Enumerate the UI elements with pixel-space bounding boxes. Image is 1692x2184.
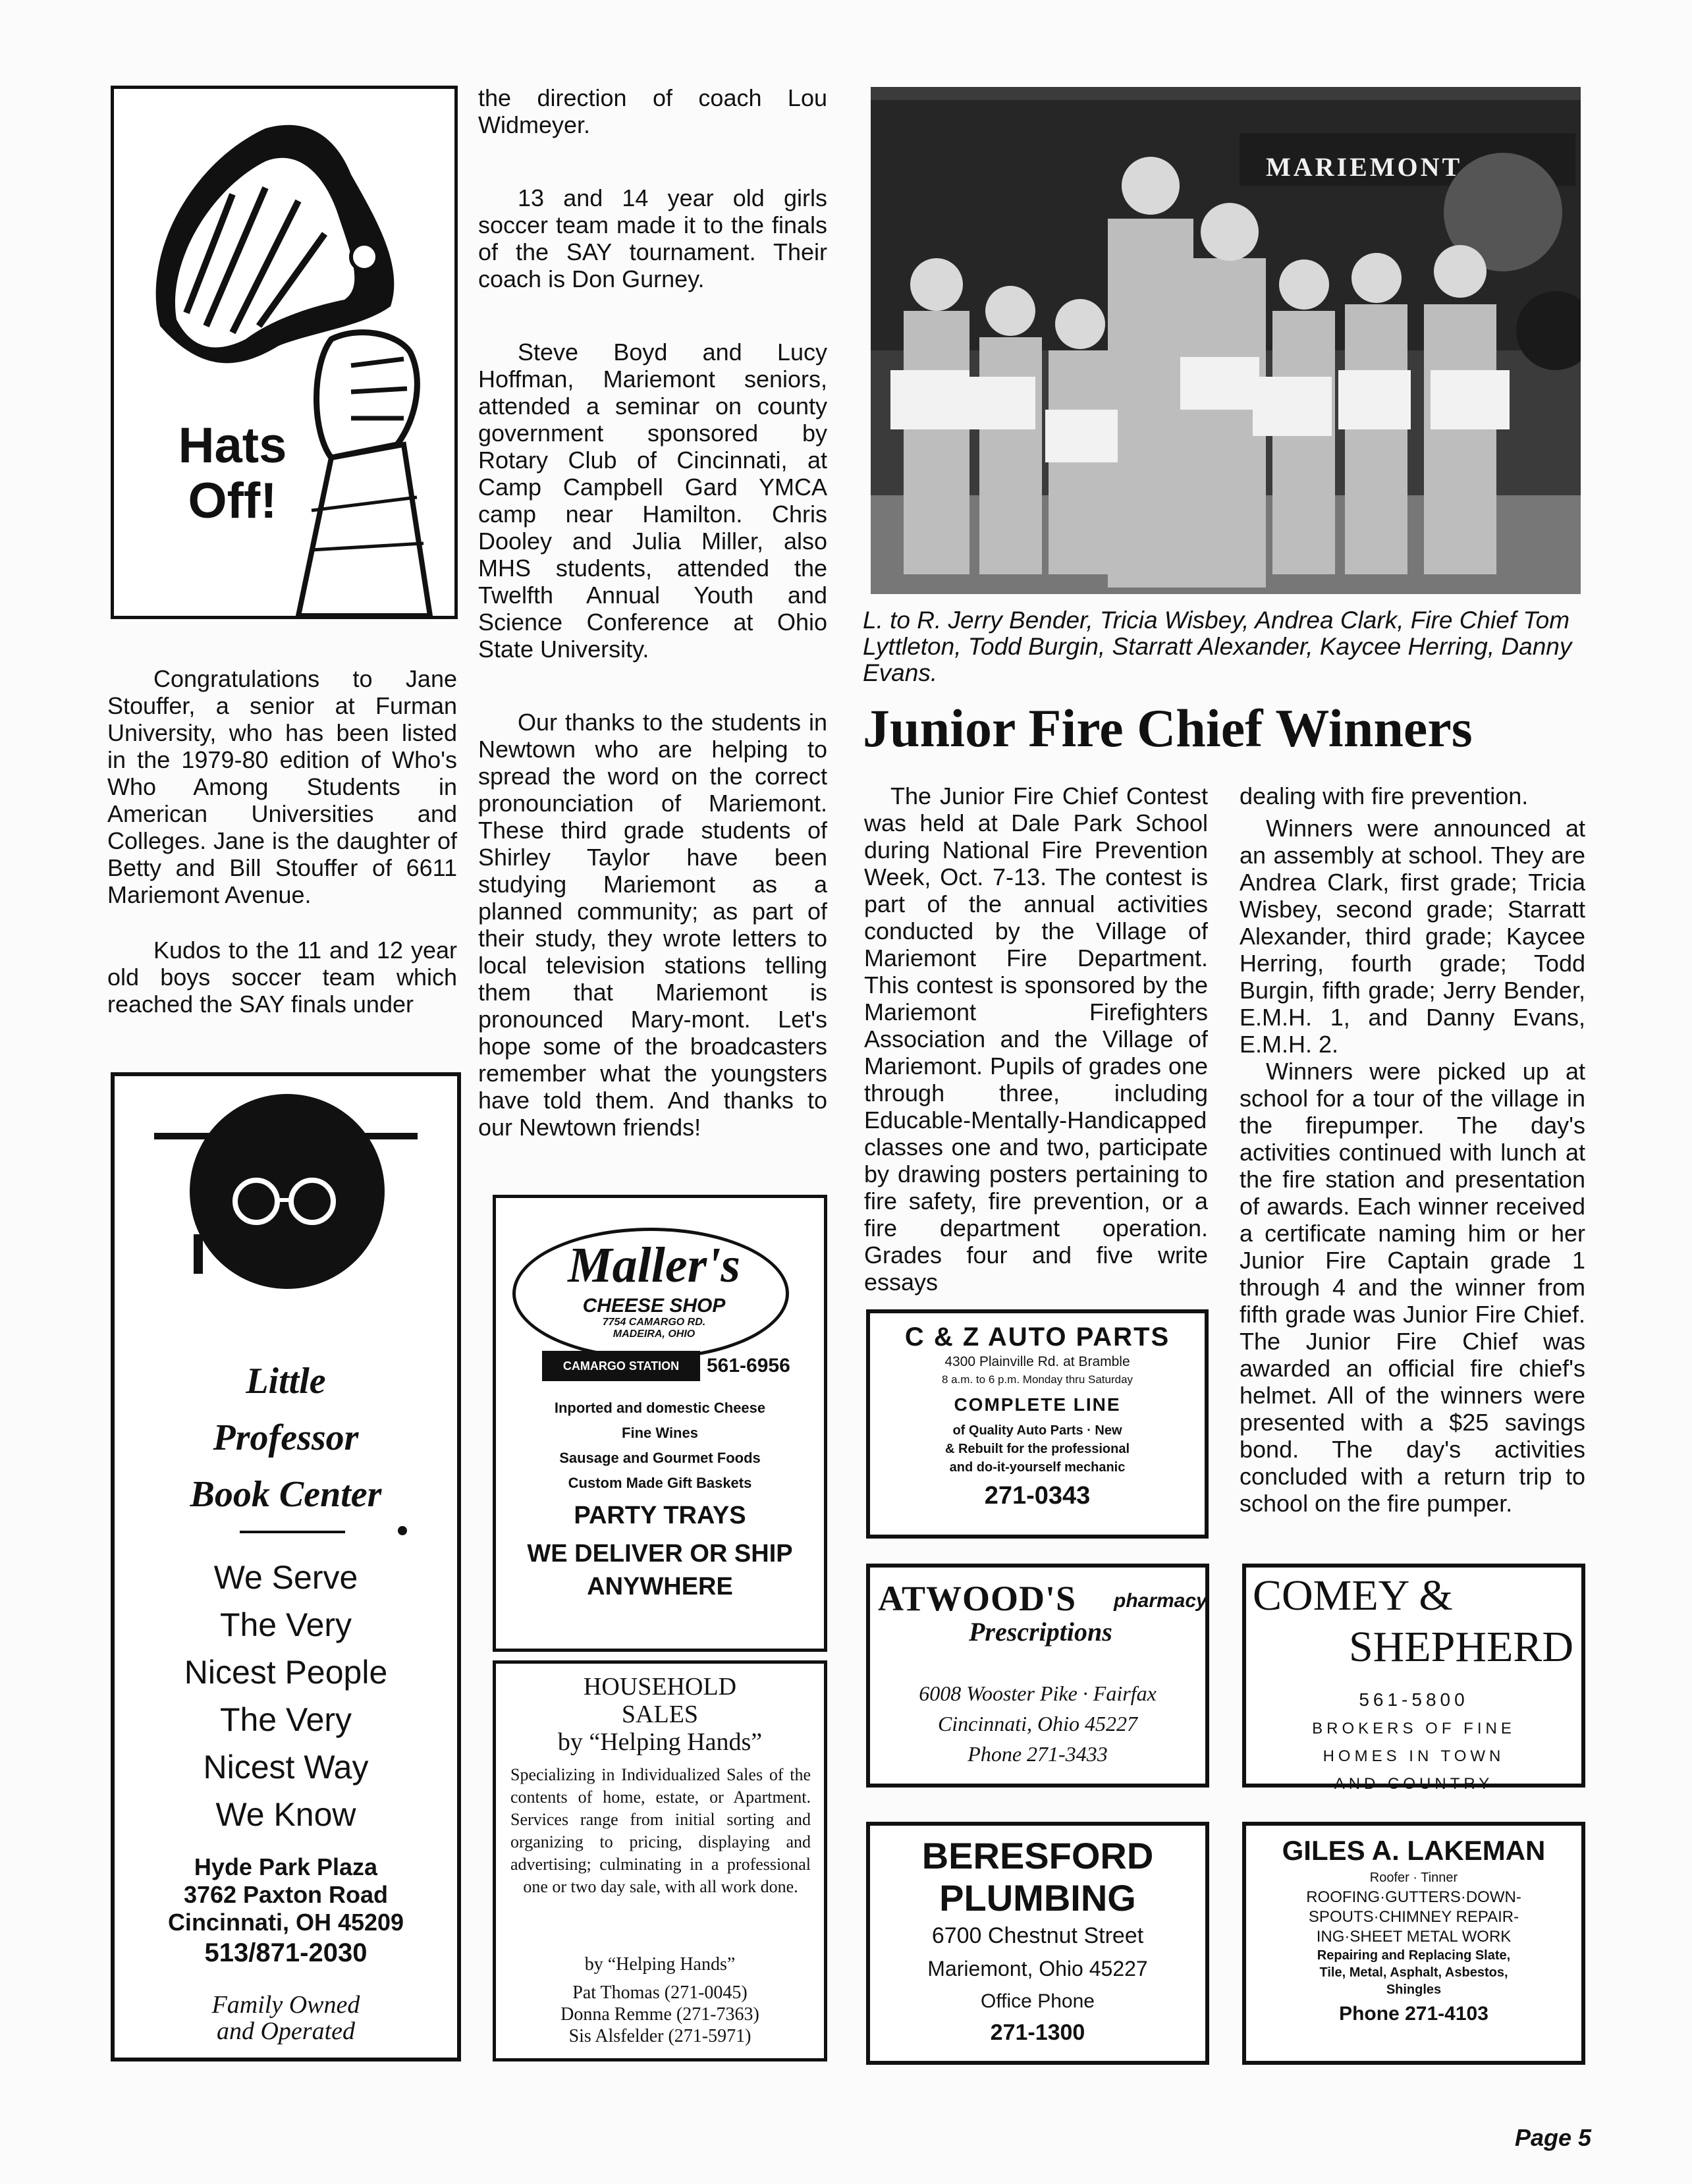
professor-name-line2: Professor: [213, 1417, 359, 1458]
mallers-line-3: Sausage and Gourmet Foods: [559, 1450, 761, 1466]
beresford-plumbing-ad: [866, 1822, 1209, 2065]
professor-address-1: Hyde Park Plaza: [194, 1853, 378, 1880]
hats-off-line2: Off!: [188, 473, 277, 529]
hats-off-line1: Hats: [178, 418, 287, 474]
widmeyer-paragraph: the direction of coach Lou Widmeyer.: [478, 84, 827, 138]
article-paragraph-1: The Junior Fire Chief Contest was held at Dale Park School during National Fire Prevention Week, Oct. 7-13. The contest is part of the annual activities conducted by the Village of Mariemont Fire Department. This contest is sponsored by the Mariemont Firefighters Association and the Village of Mariemont. Pupils of grades one through three, including Educable-Mentally-Handicapped classes one and two, participate by drawing posters pertaining to fire safety, fire prevention, or a fire department operation. Grades four and five write essays: [864, 782, 1208, 1296]
household-title-1: HOUSEHOLD: [583, 1673, 737, 1701]
professor-slogan-5: Nicest Way: [203, 1749, 369, 1786]
kudos-paragraph: Kudos to the 11 and 12 year old boys soccer team which reached the SAY finals under: [107, 937, 457, 1018]
atwoods-prescriptions: Prescriptions: [969, 1617, 1112, 1647]
column-2-text: [478, 84, 827, 1141]
comey-name-2: SHEPHERD: [1348, 1623, 1573, 1671]
lakeman-line-1: ROOFING·GUTTERS·DOWN-: [1306, 1888, 1521, 1906]
mallers-cheese-ad: [493, 1195, 827, 1652]
comey-line-2: HOMES IN TOWN: [1323, 1747, 1505, 1765]
cz-address: 4300 Plainville Rd. at Bramble: [944, 1354, 1130, 1369]
household-title-3: by “Helping Hands”: [557, 1728, 763, 1756]
lakeman-name: GILES A. LAKEMAN: [1282, 1835, 1546, 1866]
professor-divider: [240, 1531, 345, 1533]
household-by: by “Helping Hands”: [584, 1954, 736, 1975]
girls-soccer-paragraph: 13 and 14 year old girls soccer team made it to the finals of the SAY tournament. Their coach is Don Gurney.: [478, 184, 827, 292]
household-contact-2: Donna Remme (271-7363): [560, 2004, 759, 2025]
page-number: Page 5: [1515, 2124, 1592, 2151]
beresford-address-1: 6700 Chestnut Street: [931, 1923, 1144, 1948]
mallers-anywhere: ANYWHERE: [587, 1573, 733, 1600]
mallers-line-1: Inported and domestic Cheese: [554, 1400, 766, 1416]
cz-desc-1: of Quality Auto Parts · New: [952, 1423, 1122, 1438]
mallers-party-trays: PARTY TRAYS: [574, 1502, 746, 1529]
lakeman-line-6: Shingles: [1386, 1982, 1442, 1997]
professor-name-line1: Little: [246, 1361, 326, 1402]
professor-slogan-2: The Very: [219, 1606, 352, 1643]
article-paragraph-4: Winners were picked up at school for a tour of the village in the firepumper. The day's activities continued with lunch at the fire station and presentation of awards. Each winner received a certificate naming him or her Junior Fire Captain grade 1 through 4 and the winner from fifth grade was Junior Fire Chief. The Junior Fire Chief was awarded an official fire chief's helmet. All of the winners were presented with a $25 savings bond. The day's activities concluded with a return trip to school on the fire pumper.: [1240, 1058, 1585, 1517]
cz-name: C & Z AUTO PARTS: [904, 1323, 1170, 1351]
household-contact-3: Sis Alsfelder (271-5971): [568, 2026, 751, 2046]
household-title-2: SALES: [621, 1701, 699, 1728]
mallers-subtitle: CHEESE SHOP: [582, 1295, 726, 1317]
professor-footer-1: Family Owned: [211, 1991, 360, 2019]
professor-address-2: 3762 Paxton Road: [183, 1881, 389, 1908]
mallers-deliver: WE DELIVER OR SHIP: [527, 1540, 793, 1568]
atwoods-pharmacy-label: pharmacy: [1114, 1590, 1207, 1612]
fire-truck-photo: [871, 87, 1581, 594]
comey-line-1: BROKERS OF FINE: [1312, 1720, 1515, 1737]
article-paragraph-2: dealing with fire prevention.: [1240, 782, 1529, 809]
lakeman-line-4: Repairing and Replacing Slate,: [1317, 1948, 1511, 1963]
household-body: Specializing in Individualized Sales of the contents of home, estate, or Apartment. Services range from initial sorting and organizing to pricing, displaying and advertising; culminating in a professional one or two day sale, with all work done.: [510, 1765, 811, 1896]
cz-hours: 8 a.m. to 6 p.m. Monday thru Saturday: [941, 1373, 1133, 1386]
little-professor-ad: [111, 1072, 461, 2061]
beresford-address-2: Mariemont, Ohio 45227: [927, 1957, 1148, 1980]
cz-phone: 271-0343: [984, 1482, 1091, 1510]
beresford-phone: 271-1300: [990, 2020, 1085, 2045]
article-column-b: [1240, 782, 1585, 1517]
newtown-paragraph: Our thanks to the students in Newtown who are helping to spread the word on the correct pronounciation of Mariemont. These third grade students of Shirley Taylor have been studying Mariemont as a planned community; as part of their study, they wrote letters to local television stations telling them that Mariemont is pronounced Mary-mont. Let's hope some of the broadcasters remember what the youngsters have told them. And thanks to our Newtown friends!: [478, 709, 827, 1141]
professor-phone: 513/871-2030: [204, 1938, 368, 1967]
professor-footer-2: and Operated: [216, 2017, 356, 2045]
professor-name-line3: Book Center: [190, 1474, 382, 1515]
household-contact-1: Pat Thomas (271-0045): [572, 1982, 748, 2003]
hats-off-box: [111, 86, 458, 619]
professor-slogan-1: We Serve: [213, 1559, 358, 1596]
professor-address-3: Cincinnati, OH 45209: [167, 1909, 404, 1936]
lakeman-line-3: ING·SHEET METAL WORK: [1316, 1928, 1512, 1946]
atwoods-pharmacy-ad: [866, 1564, 1209, 1788]
article-paragraph-3: Winners were announced at an assembly at school. They are Andrea Clark, first grade; Tricia Wisbey, second grade; Starratt Alexander, third grade; Kaycee Herring, fourth grade; Todd Burgin, fifth grade; Jerry Bender, E.M.H. 1, and Danny Evans, E.M.H. 2.: [1240, 815, 1585, 1058]
article-column-a: [864, 782, 1208, 1296]
mallers-address-2: MADEIRA, OHIO: [613, 1328, 696, 1340]
household-sales-ad: [493, 1660, 827, 2061]
atwoods-address-1: 6008 Wooster Pike · Fairfax: [919, 1681, 1157, 1705]
mallers-line-2: Fine Wines: [622, 1425, 698, 1441]
column-1-text: [107, 665, 457, 1018]
truck-lettering: MARIEMONT: [1266, 152, 1463, 182]
article-headline: Junior Fire Chief Winners: [863, 698, 1473, 758]
lakeman-phone: Phone 271-4103: [1339, 2003, 1488, 2025]
lakeman-line-2: SPOUTS·CHIMNEY REPAIR-: [1308, 1908, 1519, 1926]
giles-lakeman-ad: [1242, 1822, 1585, 2065]
comey-line-3: AND COUNTRY: [1334, 1775, 1494, 1793]
mallers-phone: 561-6956: [707, 1355, 790, 1377]
beresford-office-label: Office Phone: [981, 1990, 1095, 2012]
lakeman-subtitle: Roofer · Tinner: [1369, 1870, 1458, 1885]
comey-shepherd-ad: [1242, 1564, 1585, 1793]
dot-icon: [398, 1526, 407, 1535]
megaphone-hand-illustration: [114, 89, 454, 616]
cz-complete-line: COMPLETE LINE: [954, 1394, 1121, 1415]
beresford-name-2: PLUMBING: [939, 1877, 1136, 1919]
atwoods-address-2: Cincinnati, Ohio 45227: [937, 1712, 1138, 1735]
photo-caption: L. to R. Jerry Bender, Tricia Wisbey, Andrea Clark, Fire Chief Tom Lyttleton, Todd Burgin, Starratt Alexander, Kaycee Herring, Danny Evans.: [863, 607, 1572, 686]
professor-slogan-3: Nicest People: [184, 1654, 388, 1691]
hats-off-title: [157, 418, 308, 529]
professor-slogan-4: The Very: [219, 1701, 352, 1738]
cz-desc-2: & Rebuilt for the professional: [944, 1442, 1130, 1456]
congratulations-paragraph: Congratulations to Jane Stouffer, a senior at Furman University, who has been listed in the 1979-80 edition of Who's Who Among Students in American Universities and Colleges. Jane is the daughter of Betty and Bill Stouffer of 6611 Mariemont Avenue.: [107, 665, 457, 908]
cz-desc-3: and do-it-yourself mechanic: [949, 1460, 1126, 1475]
comey-phone: 561-5800: [1359, 1689, 1469, 1710]
professor-slogan-6: We Know: [215, 1796, 356, 1833]
mallers-line-4: Custom Made Gift Baskets: [568, 1475, 752, 1491]
mallers-station-badge: CAMARGO STATION: [542, 1351, 700, 1381]
seminar-paragraph: Steve Boyd and Lucy Hoffman, Mariemont seniors, attended a seminar on county government sponsored by Rotary Club of Cincinnati, at Camp Campbell Gard YMCA camp near Hamilton. Chris Dooley and Julia Miller, also MHS students, attended the Twelfth Annual Youth and Science Conference at Ohio State University.: [478, 339, 827, 663]
atwoods-phone: Phone 271-3433: [968, 1742, 1108, 1766]
mallers-logo: Maller's: [568, 1238, 740, 1293]
lakeman-line-5: Tile, Metal, Asphalt, Asbestos,: [1319, 1965, 1508, 1980]
professor-face-logo: [115, 1076, 457, 1294]
mallers-address-1: 7754 CAMARGO RD.: [602, 1317, 706, 1328]
cz-auto-parts-ad: [866, 1309, 1209, 1539]
comey-name-1: COMEY &: [1253, 1571, 1453, 1620]
atwoods-logo-name: ATWOOD'S: [878, 1579, 1077, 1618]
beresford-name-1: BERESFORD: [921, 1835, 1154, 1876]
